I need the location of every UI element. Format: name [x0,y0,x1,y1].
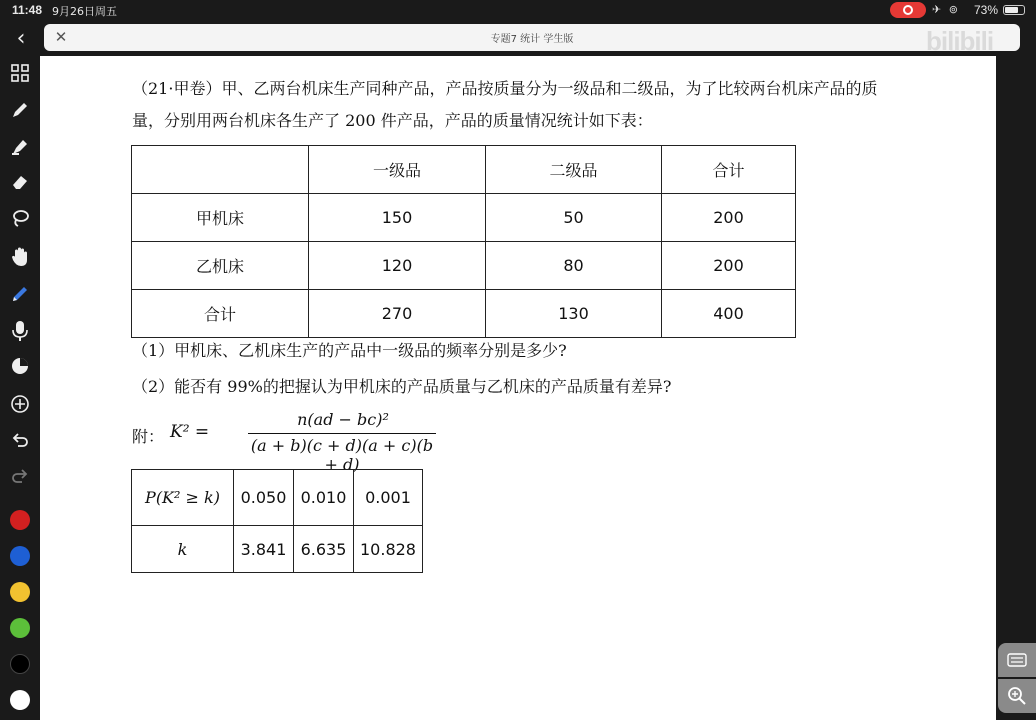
keyboard-icon [1007,653,1027,667]
color-blue-swatch[interactable] [10,546,30,566]
chi-square-formula [132,406,492,474]
table-row [132,526,423,573]
question-2: （2）能否有 99%的把握认为甲机床的产品质量与乙机床的产品质量有差异? [132,377,672,396]
color-green-swatch[interactable] [10,618,30,638]
pen-icon[interactable] [8,100,32,124]
table-header-cell: 一级品 [309,146,486,194]
table-cell: 50 [486,194,662,242]
color-black-swatch[interactable] [10,654,30,674]
table-header-row [132,146,796,194]
table-cell: 0.010 [294,470,354,526]
battery-percentage: 73% [974,3,999,17]
table-row [132,470,423,526]
table-cell: 200 [662,242,796,290]
clock: 11:48 [12,3,43,17]
zoom-button[interactable] [998,679,1036,713]
table-cell: 80 [486,242,662,290]
table-cell: 合计 [132,290,309,338]
problem-text-line1: （21·甲卷）甲、乙两台机床生产同种产品，产品按质量分为一级品和二级品，为了比较两台机床产品的质 [132,79,878,98]
grid-icon[interactable] [8,64,32,88]
table-cell: 150 [309,194,486,242]
document-title: 专题7 统计 学生版 [490,34,574,45]
add-icon[interactable] [8,394,32,418]
table-cell: 0.001 [354,470,423,526]
color-red-swatch[interactable] [10,510,30,530]
redo-icon[interactable] [8,466,32,490]
table-cell: 0.050 [234,470,294,526]
table-cell: 6.635 [294,526,354,573]
table-cell: 乙机床 [132,242,309,290]
table-header-cell: 二级品 [486,146,662,194]
table-row [132,194,796,242]
shape-icon[interactable] [8,356,32,380]
table-cell: 120 [309,242,486,290]
table-header-cell [132,146,309,194]
table-row [132,290,796,338]
status-icons: ✈ ⊚ [932,3,960,16]
table-row [132,242,796,290]
battery-fill [1005,7,1018,13]
screen-record-indicator[interactable] [890,2,926,18]
battery-icon [1003,5,1025,15]
table-cell: 甲机床 [132,194,309,242]
table-cell: P(K² ≥ k) [132,470,234,526]
color-white-swatch[interactable] [10,690,30,710]
date: 9月26日周五 [52,5,117,18]
table-cell: 10.828 [354,526,423,573]
zoom-icon [1007,686,1027,706]
table-cell: k [132,526,234,573]
problem-text-line2: 量，分别用两台机床各生产了 200 件产品，产品的质量情况统计如下表： [132,111,653,130]
highlighter-icon[interactable] [8,136,32,160]
table-cell: 200 [662,194,796,242]
table-header-cell: 合计 [662,146,796,194]
formula-lhs: K² = [170,422,210,442]
microphone-icon[interactable] [8,320,32,344]
color-yellow-swatch[interactable] [10,582,30,602]
formula-numerator: n(ad − bc)² [297,410,389,429]
status-bar [0,0,1036,20]
table-cell: 270 [309,290,486,338]
keyboard-button[interactable] [998,643,1036,677]
eraser-icon[interactable] [8,172,32,196]
record-icon [903,5,913,15]
undo-icon[interactable] [8,430,32,454]
fraction-bar [248,433,436,434]
formula-denominator: (a + b)(c + d)(a + c)(b + d) [250,436,434,474]
formula-label: 附： [132,427,165,446]
lasso-icon[interactable] [8,208,32,232]
document-page[interactable] [40,56,996,720]
table-cell: 3.841 [234,526,294,573]
critical-value-table [131,469,423,573]
close-icon[interactable]: ✕ [54,28,68,46]
back-button[interactable]: ‹ [16,26,26,51]
contingency-table [131,145,796,338]
watermark-logo: bilibili [926,26,994,56]
table-cell: 400 [662,290,796,338]
left-toolbar [0,56,40,720]
question-1: （1）甲机床、乙机床生产的产品中一级品的频率分别是多少? [132,341,567,360]
hand-icon[interactable] [8,246,32,270]
pencil-icon[interactable] [8,284,32,308]
table-cell: 130 [486,290,662,338]
